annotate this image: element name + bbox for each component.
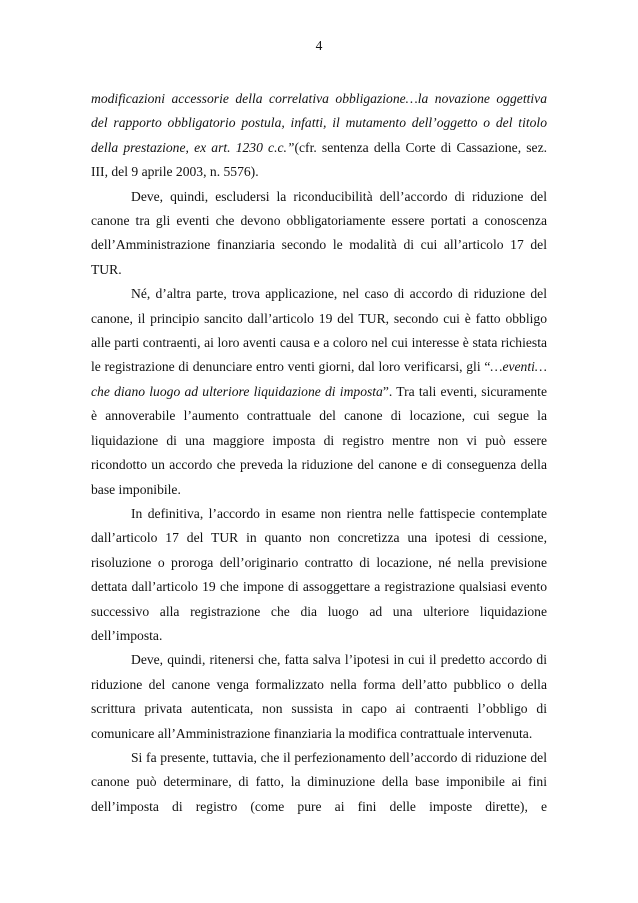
paragraph-text: Né, d’altra parte, trova applicazione, nel caso di accordo di riduzione del canone, il principio sancito dall’articolo 19 del TUR, secondo cui è fatto obbligo alle parti contraenti, ai loro aventi causa e a coloro nel cui interesse è stata richiesta le registrazione di denunciare entro venti giorni, dal loro verificarsi, gli “ xyxy=(91,286,547,375)
paragraph-text: Deve, quindi, escludersi la riconducibilità dell’accordo di riduzione del canone tra gli eventi che devono obbligatoriamente essere portati a conoscenza dell’Amministrazione finanziaria secondo le modalità di cui all’articolo 17 del TUR. xyxy=(91,188,547,277)
page-number: 4 xyxy=(315,38,323,53)
paragraph-text: Si fa presente, tuttavia, che il perfezionamento dell’accordo di riduzione del canone può determinare, di fatto, la diminuzione della base imponibile ai fini dell’imposta di registro (come pure ai fini delle imposte dirette), e xyxy=(91,749,547,814)
paragraph xyxy=(91,502,547,648)
quoted-text: …eventi…che diano luogo ad ulteriore liquidazione di imposta xyxy=(91,359,547,399)
citation-text: (cfr. sentenza della Corte di Cassazione, sez. III, del 9 aprile 2003, n. 5576). xyxy=(91,139,548,180)
paragraph xyxy=(91,185,547,283)
paragraph-text: In definitiva, l’accordo in esame non rientra nelle fattispecie contemplate dall’articolo 17 del TUR in quanto non concretizza una ipotesi di cessione, risoluzione o proroga dell’originario contratto di locazione, né nella previsione dettata dall’articolo 19 che impone di assoggettare a registrazione qualsiasi evento successivo alla registrazione che dia luogo ad una ulteriore liquidazione dell’imposta. xyxy=(91,505,547,643)
paragraph-continues xyxy=(91,746,547,819)
paragraph xyxy=(91,282,547,502)
document-body xyxy=(91,87,547,819)
paragraph-text: ”. Tra tali eventi, sicuramente è annoverabile l’aumento contrattuale del canone di locazione, cui segue la liquidazione di una maggiore imposta di registro mentre non vi può essere ricondotto un accordo che preveda la riduzione del canone e di conseguenza della base imponibile. xyxy=(91,383,547,497)
paragraph-text: Deve, quindi, ritenersi che, fatta salva l’ipotesi in cui il predetto accordo di riduzione del canone venga formalizzato nella forma dell’atto pubblico o della scrittura privata autenticata, non sussista in capo ai contraenti l’obbligo di comunicare all’Amministrazione finanziaria la modifica contrattuale intervenuta. xyxy=(91,652,547,741)
quoted-text: modificazioni accessorie della correlativa obbligazione…la novazione oggettiva del rapporto obbligatorio postula, infatti, il mutamento dell’oggetto o del titolo della prestazione, ex art. 1230 c.c.” xyxy=(91,91,547,155)
paragraph-continuation xyxy=(91,87,547,185)
paragraph xyxy=(91,648,547,746)
